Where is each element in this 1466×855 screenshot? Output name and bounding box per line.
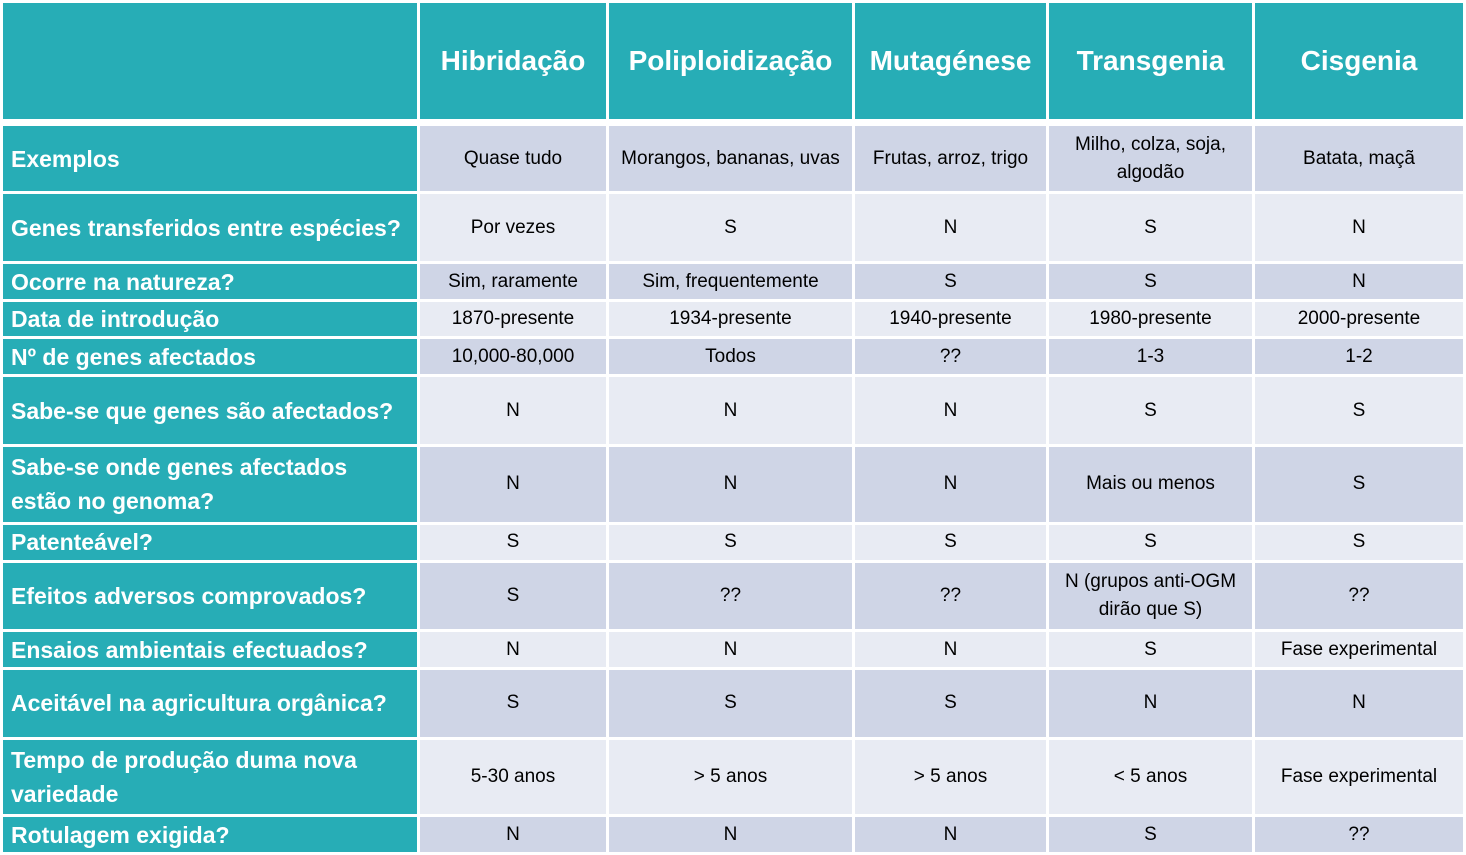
table-cell: S	[1049, 264, 1252, 299]
table-cell: Fase experimental	[1255, 632, 1463, 667]
table-cell: 1870-presente	[420, 302, 606, 337]
table-cell: < 5 anos	[1049, 740, 1252, 814]
row-label: Genes transferidos entre espécies?	[3, 194, 417, 261]
table-cell: Todos	[609, 339, 852, 374]
table-cell: Mais ou menos	[1049, 447, 1252, 521]
table-cell: N	[1255, 670, 1463, 737]
table-cell: S	[855, 264, 1046, 299]
table-row	[3, 670, 1463, 737]
table-cell: N	[1255, 264, 1463, 299]
table-row	[3, 563, 1463, 629]
row-label: Efeitos adversos comprovados?	[3, 563, 417, 629]
table-cell: N	[420, 447, 606, 521]
column-header-transgenia: Transgenia	[1049, 3, 1252, 119]
table-cell: S	[855, 670, 1046, 737]
table-row	[3, 740, 1463, 814]
table-cell: S	[420, 563, 606, 629]
table-row	[3, 339, 1463, 374]
table-cell: S	[1049, 632, 1252, 667]
table-row	[3, 377, 1463, 444]
table-cell: S	[609, 670, 852, 737]
table-cell: S	[609, 194, 852, 261]
row-label: Patenteável?	[3, 525, 417, 561]
table-cell: N	[855, 194, 1046, 261]
table-cell: ??	[855, 563, 1046, 629]
table-cell: Por vezes	[420, 194, 606, 261]
table-row	[3, 126, 1463, 191]
row-label: Ensaios ambientais efectuados?	[3, 632, 417, 667]
table-cell: S	[1049, 377, 1252, 444]
table-cell: > 5 anos	[609, 740, 852, 814]
table-cell: S	[1049, 525, 1252, 561]
table-cell: N	[609, 632, 852, 667]
row-label: Rotulagem exigida?	[3, 817, 417, 852]
table-cell: 1934-presente	[609, 302, 852, 337]
corner-cell	[3, 3, 417, 119]
table-cell: 1-2	[1255, 339, 1463, 374]
row-label: Exemplos	[3, 126, 417, 191]
table-row	[3, 817, 1463, 852]
table-cell: 1980-presente	[1049, 302, 1252, 337]
table-cell: S	[855, 525, 1046, 561]
row-label: Sabe-se que genes são afectados?	[3, 377, 417, 444]
table-cell: > 5 anos	[855, 740, 1046, 814]
table-cell: ??	[1255, 563, 1463, 629]
table-row	[3, 264, 1463, 299]
table-cell: 10,000-80,000	[420, 339, 606, 374]
table-cell: Morangos, bananas, uvas	[609, 126, 852, 191]
table-cell: ??	[1255, 817, 1463, 852]
table-cell: S	[420, 670, 606, 737]
table-cell: N	[1255, 194, 1463, 261]
table-cell: Frutas, arroz, trigo	[855, 126, 1046, 191]
table-cell: Milho, colza, soja, algodão	[1049, 126, 1252, 191]
table-cell: S	[1255, 377, 1463, 444]
table-cell: Fase experimental	[1255, 740, 1463, 814]
row-label: Ocorre na natureza?	[3, 264, 417, 299]
table-cell: N	[420, 377, 606, 444]
column-header-hibridacao: Hibridação	[420, 3, 606, 119]
header-separator	[3, 122, 1463, 123]
row-label: Tempo de produção duma nova variedade	[3, 740, 417, 814]
table-cell: Sim, frequentemente	[609, 264, 852, 299]
table-row	[3, 525, 1463, 561]
table-cell: Quase tudo	[420, 126, 606, 191]
table-cell: N	[855, 377, 1046, 444]
table-cell: N	[855, 817, 1046, 852]
table-cell: 5-30 anos	[420, 740, 606, 814]
column-header-poliploidizacao: Poliploidização	[609, 3, 852, 119]
table-row	[3, 302, 1463, 337]
table-cell: N (grupos anti-OGM dirão que S)	[1049, 563, 1252, 629]
header-row	[3, 3, 1463, 119]
table-cell: N	[420, 632, 606, 667]
table-cell: N	[609, 447, 852, 521]
table-cell: N	[855, 447, 1046, 521]
row-label: Data de introdução	[3, 302, 417, 337]
table-cell: S	[420, 525, 606, 561]
table-cell: ??	[855, 339, 1046, 374]
row-label: Aceitável na agricultura orgânica?	[3, 670, 417, 737]
table-cell: S	[1255, 447, 1463, 521]
table-cell: S	[609, 525, 852, 561]
table-cell: N	[609, 377, 852, 444]
table-cell: Sim, raramente	[420, 264, 606, 299]
row-label: Nº de genes afectados	[3, 339, 417, 374]
table-row	[3, 194, 1463, 261]
table-cell: S	[1049, 817, 1252, 852]
table-cell: N	[609, 817, 852, 852]
table-cell: N	[855, 632, 1046, 667]
table-cell: ??	[609, 563, 852, 629]
table-cell: N	[420, 817, 606, 852]
table-cell: S	[1255, 525, 1463, 561]
table-cell: S	[1049, 194, 1252, 261]
table-cell: N	[1049, 670, 1252, 737]
column-header-cisgenia: Cisgenia	[1255, 3, 1463, 119]
table-row	[3, 447, 1463, 521]
table-cell: 1940-presente	[855, 302, 1046, 337]
table-cell: Batata, maçã	[1255, 126, 1463, 191]
table-cell: 2000-presente	[1255, 302, 1463, 337]
row-label: Sabe-se onde genes afectados estão no genoma?	[3, 447, 417, 521]
table-cell: 1-3	[1049, 339, 1252, 374]
table-row	[3, 632, 1463, 667]
column-header-mutagenese: Mutagénese	[855, 3, 1046, 119]
